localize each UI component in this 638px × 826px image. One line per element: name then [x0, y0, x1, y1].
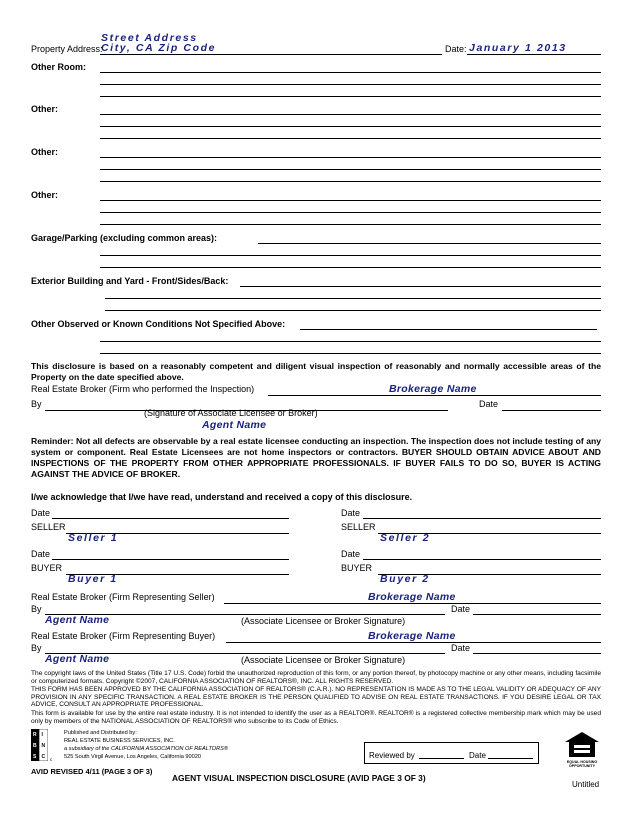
copyright-notice: The copyright laws of the United States (Title 17 U.S. Code) forbid the unauthorized reproduction of this form, or any portion thereof, by photocopy machine or any other means, including facsimile or computerized formats. Copyright ©2007, CALIFORNIA ASSOCIATION OF REALTORS®, INC. ALL RIGHTS RESERVED. [31, 670, 601, 685]
city-zip-value: City, CA Zip Code [101, 42, 217, 54]
logo-letter: S [33, 754, 37, 760]
logo-letter: B [33, 743, 37, 749]
garage-label: Garage/Parking (excluding common areas): [31, 233, 218, 243]
other-label-3: Other: [31, 190, 58, 200]
date-line[interactable] [467, 54, 601, 55]
revision-label: AVID REVISED 4/11 (PAGE 3 OF 3) [31, 767, 153, 776]
other-room-label: Other Room: [31, 62, 86, 72]
garage-line[interactable] [100, 267, 601, 268]
seller-broker-agent-value: Agent Name [45, 614, 110, 626]
other-label-2: Other: [31, 147, 58, 157]
review-date-label: Date [469, 751, 486, 760]
inspection-broker-value: Brokerage Name [389, 383, 477, 395]
approval-notice: THIS FORM HAS BEEN APPROVED BY THE CALIFORNIA ASSOCIATION OF REALTORS® (C.A.R.). NO REPRESENTATION IS MADE AS TO THE LEGAL VALIDITY OR ADEQUACY OF ANY PROVISION IN ANY SPECIFIC TRANSACTION. A REAL ESTATE BROKER IS THE PERSON QUALIFIED TO ADVISE ON REAL ESTATE TRANSACTIONS. IF YOU DESIRE LEGAL OR TAX ADVICE, CONSULT AN APPROPRIATE PROFESSIONAL. [31, 686, 601, 709]
publisher-line-3: a subsidiary of the CALIFORNIA ASSOCIATION OF REALTORS® [64, 746, 229, 752]
publisher-line-1: Published and Distributed by: [64, 730, 137, 736]
other-line[interactable] [100, 212, 601, 213]
observed-line[interactable] [100, 341, 601, 342]
seller-broker-date-label: Date [451, 604, 471, 614]
buyer-broker-label: Real Estate Broker (Firm Representing Buyer) [31, 631, 216, 641]
review-box [364, 742, 539, 764]
realtor-logo-graphic [31, 729, 48, 761]
seller-broker-by-label: By [31, 604, 42, 614]
logo-copyright-mark: c [50, 757, 53, 762]
buyer1-label: BUYER [31, 563, 63, 573]
seller2-label: SELLER [341, 522, 376, 532]
seller2-date-line[interactable] [363, 518, 601, 519]
exterior-line[interactable] [240, 286, 601, 287]
buyer2-date-line[interactable] [363, 559, 601, 560]
observed-conditions-label: Other Observed or Known Conditions Not Specified Above: [31, 319, 286, 329]
availability-notice: This form is available for use by the entire real estate industry. It is not intended to identify the user as a REALTOR®. REALTOR® is a registered collective membership mark which may be used only by members of the NATIONAL ASSOCIATION OF REALTORS® who subscribe to its Code of Ethics. [31, 710, 601, 725]
buyer-broker-line[interactable] [226, 642, 601, 643]
other-line[interactable] [100, 224, 601, 225]
inspection-agent-value: Agent Name [202, 419, 267, 431]
date-label: Date: [445, 44, 467, 54]
logo-letter: I [41, 732, 43, 738]
garage-line[interactable] [258, 243, 601, 244]
buyer-broker-signature-caption: (Associate Licensee or Broker Signature) [241, 655, 406, 665]
inspection-broker-label: Real Estate Broker (Firm who performed the Inspection) [31, 384, 255, 394]
logo-letter: R [33, 732, 37, 738]
seller1-date-line[interactable] [52, 518, 289, 519]
other-line[interactable] [100, 157, 601, 158]
signature-caption: (Signature of Associate Licensee or Broker) [144, 408, 318, 418]
equal-housing-caption: EQUAL HOUSING OPPORTUNITY [566, 760, 598, 768]
other-room-line[interactable] [100, 72, 601, 73]
buyer2-date-label: Date [341, 549, 361, 559]
other-line[interactable] [100, 114, 601, 115]
observed-line[interactable] [100, 353, 601, 354]
buyer-broker-agent-value: Agent Name [45, 653, 110, 665]
reviewed-by-line[interactable] [419, 758, 464, 759]
acknowledge-statement: I/we acknowledge that I/we have read, understand and received a copy of this disclosure. [31, 492, 413, 502]
reminder-paragraph: Reminder: Not all defects are observable by a real estate licensee conducting an inspection. The inspection does not include testing of any system or component. Real Estate Licensees are not home inspectors or contractors. BUYER SHOULD OBTAIN ADVICE ABOUT AND INSPECTIONS OF THE PROPERTY FROM OTHER APPROPRIATE PROFESSIONALS. IF BUYER FAILS TO DO SO, BUYER IS ACTING AGAINST THE ADVICE OF BROKER. [31, 436, 601, 479]
seller-broker-line[interactable] [224, 603, 601, 604]
date-value: January 1 2013 [469, 42, 567, 54]
exterior-label: Exterior Building and Yard - Front/Sides/Back: [31, 276, 229, 286]
equal-housing-icon [563, 730, 601, 760]
by-label: By [31, 399, 42, 409]
other-line[interactable] [100, 126, 601, 127]
seller1-value: Seller 1 [68, 532, 119, 544]
observed-line[interactable] [300, 329, 597, 330]
seller-broker-label: Real Estate Broker (Firm Representing Seller) [31, 592, 215, 602]
seller2-date-label: Date [341, 508, 361, 518]
other-room-line[interactable] [100, 84, 601, 85]
disclosure-statement: This disclosure is based on a reasonably competent and diligent visual inspection of reasonably and normally accessible areas of the Property on the date specified above. [31, 361, 601, 382]
street-address-value: Street Address [101, 32, 198, 44]
seller-broker-date-line[interactable] [473, 614, 601, 615]
inspection-date-line[interactable] [502, 410, 601, 411]
reviewed-by-label: Reviewed by [369, 751, 415, 760]
form-title: AGENT VISUAL INSPECTION DISCLOSURE (AVID PAGE 3 OF 3) [172, 773, 426, 783]
exterior-line[interactable] [105, 310, 601, 311]
review-date-line[interactable] [488, 758, 533, 759]
exterior-line[interactable] [105, 298, 601, 299]
seller-broker-value: Brokerage Name [368, 591, 456, 603]
equal-housing-logo [563, 730, 601, 770]
buyer-broker-value: Brokerage Name [368, 630, 456, 642]
seller1-date-label: Date [31, 508, 51, 518]
other-line[interactable] [100, 200, 601, 201]
untitled-label: Untitled [572, 780, 600, 789]
buyer-broker-date-line[interactable] [473, 653, 601, 654]
inspection-broker-line[interactable] [268, 395, 601, 396]
other-line[interactable] [100, 181, 601, 182]
buyer2-value: Buyer 2 [380, 573, 430, 585]
buyer1-date-line[interactable] [52, 559, 289, 560]
inspection-date-label: Date [479, 399, 499, 409]
other-line[interactable] [100, 169, 601, 170]
realtor-logo [31, 729, 48, 761]
seller2-value: Seller 2 [380, 532, 431, 544]
buyer1-value: Buyer 1 [68, 573, 118, 585]
other-room-line[interactable] [100, 96, 601, 97]
buyer-broker-by-label: By [31, 643, 42, 653]
buyer2-label: BUYER [341, 563, 373, 573]
property-address-line[interactable] [100, 54, 442, 55]
logo-letter: N [41, 743, 46, 749]
garage-line[interactable] [100, 255, 601, 256]
buyer1-date-label: Date [31, 549, 51, 559]
publisher-line-4: 525 South Virgil Avenue, Los Angeles, California 90020 [64, 754, 201, 760]
logo-letter: C [41, 754, 46, 760]
other-label-1: Other: [31, 104, 58, 114]
seller-broker-signature-caption: (Associate Licensee or Broker Signature) [241, 616, 406, 626]
property-address-label: Property Address: [31, 44, 103, 54]
buyer-broker-date-label: Date [451, 643, 471, 653]
seller1-label: SELLER [31, 522, 66, 532]
publisher-line-2: REAL ESTATE BUSINESS SERVICES, INC. [64, 738, 175, 744]
other-line[interactable] [100, 138, 601, 139]
